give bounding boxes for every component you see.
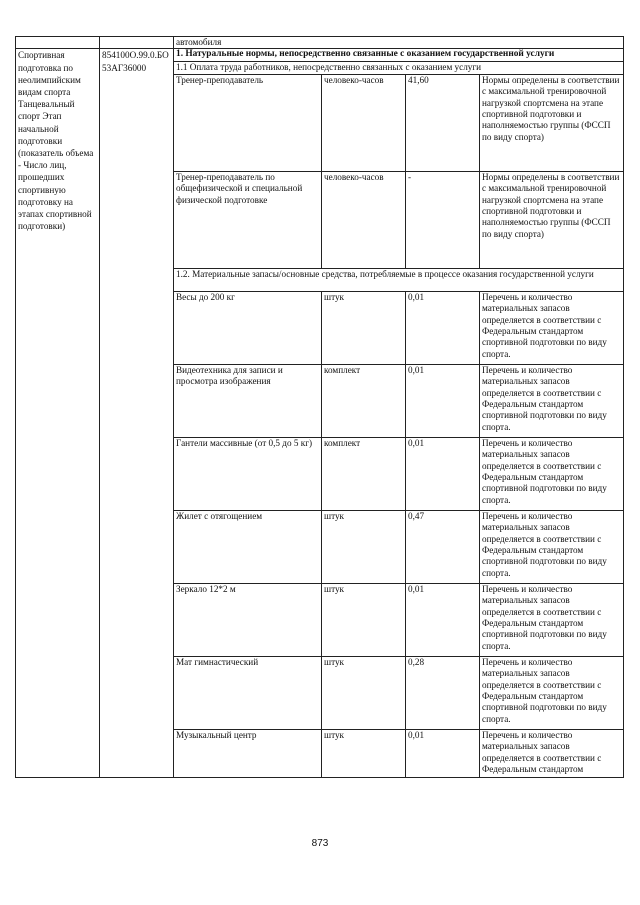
material-value: 0,01 — [406, 729, 480, 777]
material-unit: комплект — [322, 364, 406, 437]
material-note: Перечень и количество материальных запасов определяется в соответствии с Федеральным стандартом спортивной подготовки по виду спорта. — [480, 510, 624, 583]
material-value: 0,01 — [406, 364, 480, 437]
material-note: Перечень и количество материальных запасов определяется в соответствии с Федеральным стандартом спортивной подготовки по виду спорта. — [480, 583, 624, 656]
material-unit: комплект — [322, 437, 406, 510]
staff-value: - — [406, 171, 480, 268]
service-code: 854100О.99.0.БО53АГ36000 — [100, 49, 174, 777]
staff-name: Тренер-преподаватель — [174, 74, 322, 171]
material-unit: штук — [322, 583, 406, 656]
section-title: 1. Натуральные нормы, непосредственно связанные с оказанием государственной услуги — [174, 49, 624, 62]
material-note: Перечень и количество материальных запасов определяется в соответствии с Федеральным стандартом спортивной подготовки по виду спорта. — [480, 437, 624, 510]
page-number: 873 — [311, 838, 329, 849]
staff-value: 41,60 — [406, 74, 480, 171]
material-value: 0,47 — [406, 510, 480, 583]
material-name: Зеркало 12*2 м — [174, 583, 322, 656]
material-unit: штук — [322, 291, 406, 364]
material-note: Перечень и количество материальных запасов определяется в соответствии с Федеральным стандартом — [480, 729, 624, 777]
table-row — [16, 49, 624, 62]
material-note: Перечень и количество материальных запасов определяется в соответствии с Федеральным стандартом спортивной подготовки по виду спорта. — [480, 291, 624, 364]
material-note: Перечень и количество материальных запасов определяется в соответствии с Федеральным стандартом спортивной подготовки по виду спорта. — [480, 364, 624, 437]
subsection-title: 1.2. Материальные запасы/основные средства, потребляемые в процессе оказания государственной услуги — [174, 268, 624, 291]
material-value: 0,01 — [406, 437, 480, 510]
material-name: Видеотехника для записи и просмотра изображения — [174, 364, 322, 437]
material-value: 0,28 — [406, 656, 480, 729]
material-unit: штук — [322, 729, 406, 777]
subsection-title: 1.1 Оплата труда работников, непосредственно связанных с оказанием услуги — [174, 62, 624, 74]
material-name: Весы до 200 кг — [174, 291, 322, 364]
material-name: Музыкальный центр — [174, 729, 322, 777]
material-name: Жилет с отягощением — [174, 510, 322, 583]
service-name: Спортивная подготовка по неолимпийским видам спорта Танцевальный спорт Этап начальной подготовки (показатель объема - Число лиц, прошедших спортивную подготовку на этапах спортивной подготовки) — [16, 49, 100, 777]
table-row — [16, 37, 624, 49]
table-cell — [16, 37, 100, 49]
staff-name: Тренер-преподаватель по общефизической и специальной физической подготовке — [174, 171, 322, 268]
staff-note: Нормы определены в соответствии с максимальной тренировочной нагрузкой спортсмена на этапе спортивной подготовки и наполняемостью группы (ФССП по виду спорта) — [480, 74, 624, 171]
norms-table — [15, 36, 624, 778]
material-name: Мат гимнастический — [174, 656, 322, 729]
material-unit: штук — [322, 510, 406, 583]
material-note: Перечень и количество материальных запасов определяется в соответствии с Федеральным стандартом спортивной подготовки по виду спорта. — [480, 656, 624, 729]
staff-note: Нормы определены в соответствии с максимальной тренировочной нагрузкой спортсмена на этапе спортивной подготовки и наполняемостью группы (ФССП по виду спорта) — [480, 171, 624, 268]
material-value: 0,01 — [406, 583, 480, 656]
table-cell — [100, 37, 174, 49]
continuation-text: автомобиля — [174, 37, 624, 49]
material-name: Гантели массивные (от 0,5 до 5 кг) — [174, 437, 322, 510]
material-value: 0,01 — [406, 291, 480, 364]
staff-unit: человеко-часов — [322, 171, 406, 268]
material-unit: штук — [322, 656, 406, 729]
staff-unit: человеко-часов — [322, 74, 406, 171]
